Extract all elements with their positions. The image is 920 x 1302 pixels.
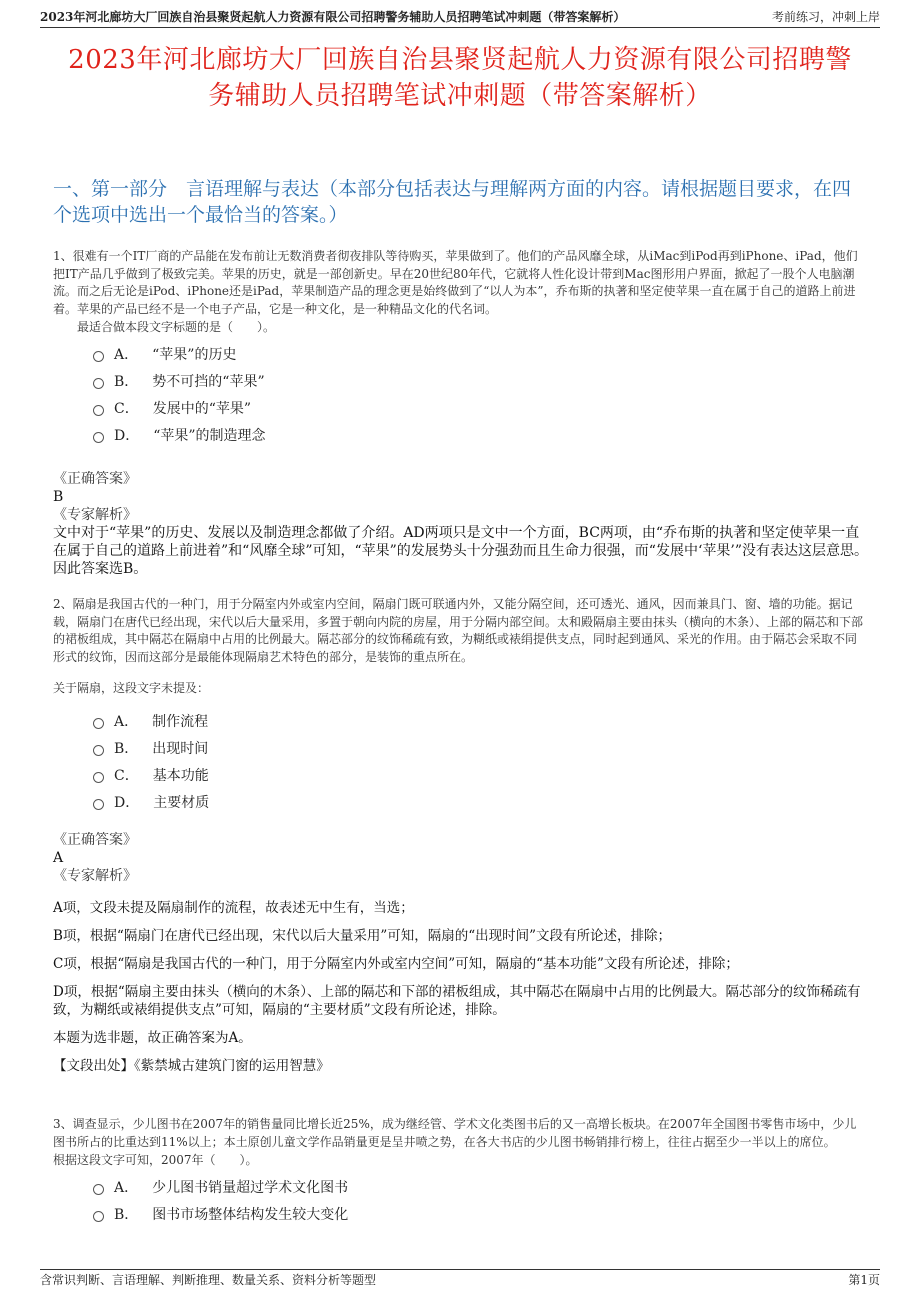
question-text: 2、隔扇是我国古代的一种门，用于分隔室内外或室内空间，隔扇门既可联通内外，又能分隔空间，还可透光、通风，因而兼具门、窗、墙的功能。据记载，隔扇门在唐代已经出现，宋代以后大量采用，多置于朝向内院的房屋，用于分隔内部空间。太和殿隔扇主要由抹头（横向的木条）、上部的隔芯和下部的裙板组成，其中隔芯在隔扇中占用的比例最大。隔芯部分的纹饰稀疏有致，为糊纸或裱绢提供支点，同时起到通风、采光的作用。由于隔芯会采取不同形式的纹饰，因而这部分是最能体现隔扇艺术特色的部分，是装饰的重点所在。 [53, 597, 864, 664]
question-3 [53, 1116, 868, 1227]
page-number: 第1页 [848, 1273, 880, 1287]
page-footer [40, 1269, 880, 1287]
option-a[interactable]: A． 制作流程 [53, 707, 868, 734]
question-text: 3、调查显示，少儿图书在2007年的销售量同比增长近25%，成为继经管、学术文化类图书后的又一高增长板块。在2007年全国图书零售市场中，少儿图书所占的比重达到11%以上；本土原创儿童文学作品销量更是呈井喷之势，在各大书店的少儿图书畅销排行榜上，往往占据至少一半以上的席位。 [53, 1117, 857, 1149]
answer-block-2 [53, 831, 868, 1075]
radio-icon[interactable] [93, 351, 104, 362]
option-b[interactable]: B． 出现时间 [53, 734, 868, 761]
explanation-paragraph: B项，根据“隔扇门在唐代已经出现，宋代以后大量采用”可知，隔扇的“出现时间”文段有所论述，排除； [53, 928, 672, 944]
correct-answer: B [53, 489, 64, 505]
footer-topics: 含常识判断、言语理解、判断推理、数量关系、资料分析等题型 [40, 1273, 377, 1287]
option-d[interactable]: D． 主要材质 [53, 788, 868, 815]
explanation: 文中对于“苹果”的历史、发展以及制造理念都做了介绍。AD两项只是文中一个方面，BC两项，由“乔布斯的执著和坚定使苹果一直在属于自己的道路上前进着”和“风靡全球”可知，“苹果”的发展势头十分强劲而且生命力很强，而“发展中‘苹果’”没有表达这层意思。因此答案选B。 [53, 525, 868, 577]
question-text: 1、很难有一个IT厂商的产品能在发布前让无数消费者彻夜排队等待购买，苹果做到了。他们的产品风靡全球，从iMac到iPod再到iPhone、iPad，他们把IT产品几乎做到了极致完美。苹果的历史，就是一部创新史。早在20世纪80年代，它就将人性化设计带到Mac图形用户界面，掀起了一股个人电脑潮流。而之后无论是iPod、iPhone还是iPad，苹果制造产品的理念更是始终做到了“以人为本”，乔布斯的执著和坚定使苹果一直在属于自己的道路上前进着。苹果的产品已经不是一个电子产品，它是一种文化，是一种精品文化的代名词。 [53, 249, 858, 316]
header-slogan: 考前练习，冲刺上岸 [771, 10, 880, 24]
explanation-paragraph: D项，根据“隔扇主要由抹头（横向的木条）、上部的隔芯和下部的裙板组成，其中隔芯在隔扇中占用的比例最大。隔芯部分的纹饰稀疏有致，为糊纸或裱绢提供支点”可知，隔扇的“主要材质”文段有所论述，排除。 [53, 984, 861, 1018]
question-prompt: 关于隔扇，这段文字未提及： [53, 681, 210, 695]
explanation-paragraph: C项，根据“隔扇是我国古代的一种门，用于分隔室内外或室内空间”可知，隔扇的“基本功能”文段有所论述，排除； [53, 956, 739, 972]
radio-icon[interactable] [93, 405, 104, 416]
answer-block-1 [53, 470, 868, 578]
radio-icon[interactable] [93, 799, 104, 810]
radio-icon[interactable] [93, 772, 104, 783]
document-title: 2023年河北廊坊大厂回族自治县聚贤起航人力资源有限公司招聘警务辅助人员招聘笔试冲刺题（带答案解析） [68, 45, 852, 111]
explanation-conclusion: 本题为选非题，故正确答案为A。 [53, 1030, 252, 1046]
radio-icon[interactable] [93, 718, 104, 729]
answer-label: 《正确答案》 [53, 832, 137, 848]
radio-icon[interactable] [93, 1184, 104, 1195]
expert-label: 《专家解析》 [53, 868, 137, 884]
radio-icon[interactable] [93, 745, 104, 756]
option-b[interactable]: B． 势不可挡的“苹果” [53, 367, 868, 394]
option-list [53, 707, 868, 815]
question-1 [53, 248, 868, 448]
radio-icon[interactable] [93, 1211, 104, 1222]
correct-answer: A [53, 850, 64, 866]
header-title: 2023年河北廊坊大厂回族自治县聚贤起航人力资源有限公司招聘警务辅助人员招聘笔试冲刺题（带答案解析） [40, 10, 626, 24]
option-c[interactable]: C． 发展中的“苹果” [53, 394, 868, 421]
option-a[interactable]: A． “苹果”的历史 [53, 340, 868, 367]
question-prompt: 最适合做本段文字标题的是（ ）。 [53, 320, 276, 334]
section-heading: 一、第一部分 言语理解与表达（本部分包括表达与理解两方面的内容。请根据题目要求，在四个选项中选出一个最恰当的答案。） [53, 178, 852, 226]
option-a[interactable]: A． 少儿图书销量超过学术文化图书 [53, 1173, 868, 1200]
option-list [53, 340, 868, 448]
radio-icon[interactable] [93, 432, 104, 443]
option-c[interactable]: C． 基本功能 [53, 761, 868, 788]
source-citation: 【文段出处】《紫禁城古建筑门窗的运用智慧》 [53, 1058, 330, 1074]
question-prompt: 根据这段文字可知，2007年（ ）。 [53, 1153, 258, 1167]
radio-icon[interactable] [93, 378, 104, 389]
question-2 [53, 596, 868, 815]
answer-label: 《正确答案》 [53, 471, 137, 487]
page-header [40, 10, 880, 28]
option-d[interactable]: D． “苹果”的制造理念 [53, 421, 868, 448]
expert-label: 《专家解析》 [53, 507, 137, 523]
option-b[interactable]: B． 图书市场整体结构发生较大变化 [53, 1200, 868, 1227]
option-list [53, 1173, 868, 1227]
explanation-paragraph: A项，文段未提及隔扇制作的流程，故表述无中生有，当选； [53, 900, 414, 916]
